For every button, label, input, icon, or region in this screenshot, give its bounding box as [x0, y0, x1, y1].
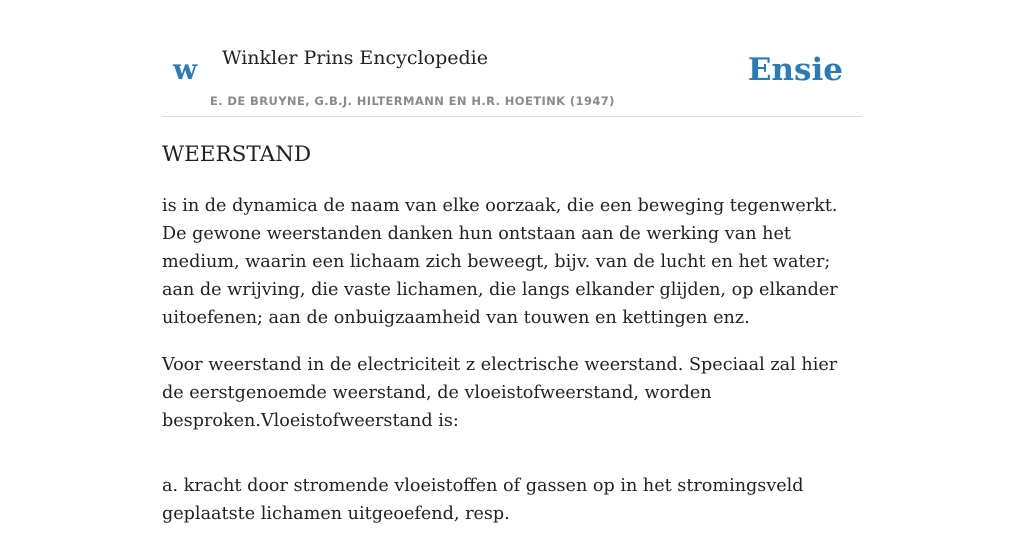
entry-paragraph: is in de dynamica de naam van elke oorzaak, die een beweging tegenwerkt. De gewone weerstanden danken hun ontstaan aan de werking van het medium, waarin een lichaam zich beweegt, bijv. van de lucht en het water; aan de wrijving, die vaste lichamen, die langs elkander glijden, op elkander uitoefenen; aan de onbuigzaamheid van touwen en kettingen enz.: [162, 196, 838, 328]
entry-paragraph: Voor weerstand in de electriciteit z electrische weerstand. Speciaal zal hier de eerstgenoemde weerstand, de vloeistofweerstand, worden besproken.Vloeistofweerstand is:: [162, 355, 838, 431]
entry-title: WEERSTAND: [162, 142, 312, 167]
publication-authors: E. DE BRUYNE, G.B.J. HILTERMANN EN H.R. HOETINK (1947): [210, 94, 615, 108]
entry-paragraph: a. kracht door stromende vloeistoffen of gassen op in het stromingsveld geplaatste lichamen uitgeoefend, resp.: [162, 476, 804, 524]
publication-logo[interactable]: w: [173, 53, 198, 86]
site-header: [162, 0, 862, 117]
article-page: [162, 0, 862, 524]
publication-title[interactable]: Winkler Prins Encyclopedie: [222, 47, 488, 69]
entry-body: [162, 192, 862, 547]
ensie-logo[interactable]: Ensie: [747, 52, 843, 88]
